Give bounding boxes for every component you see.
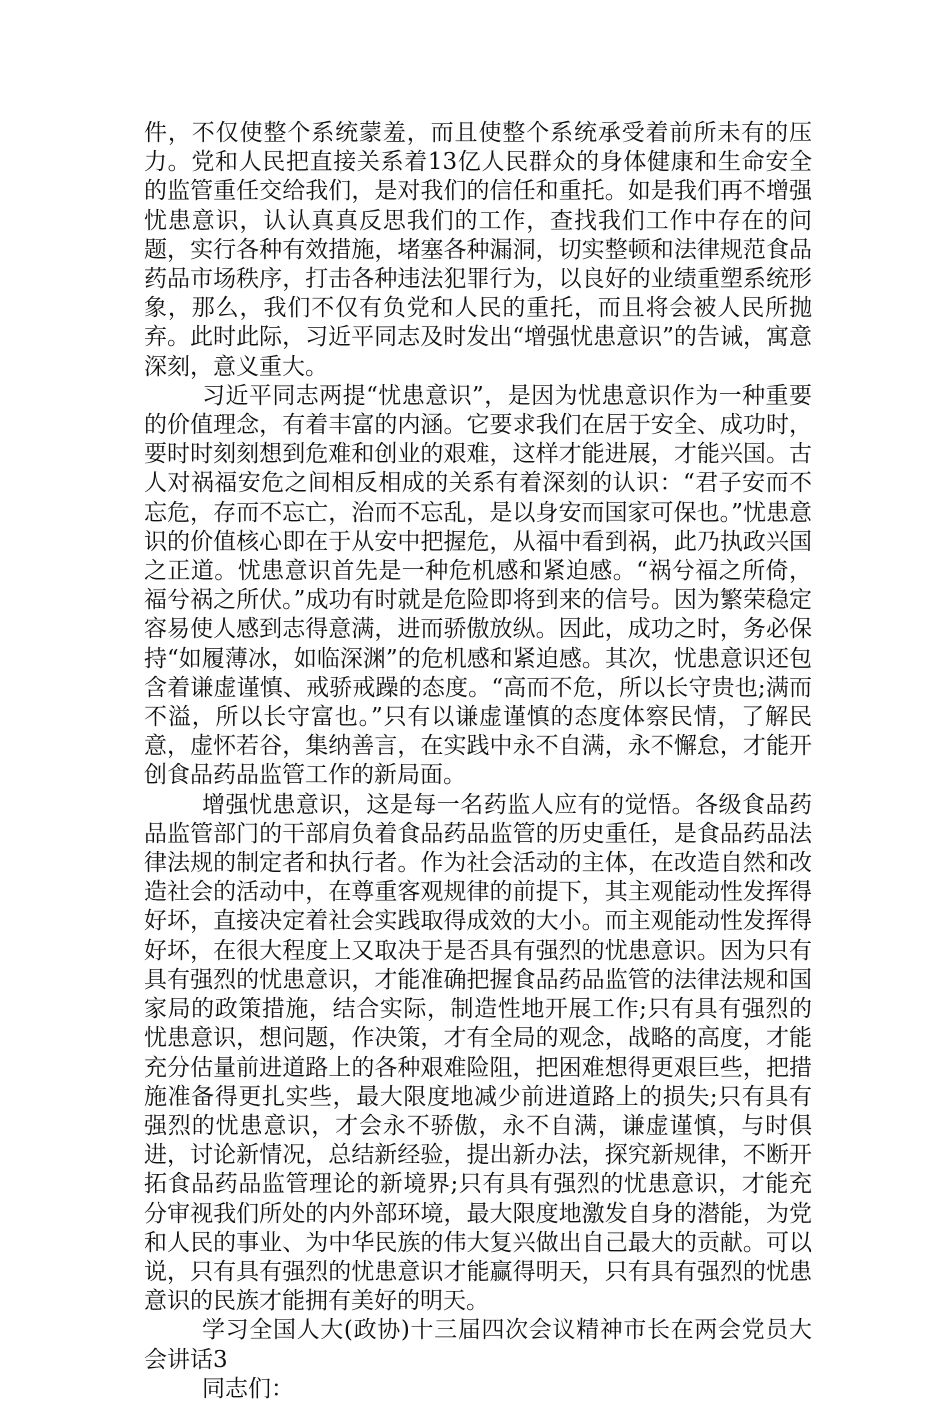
paragraph-continuation: 件，不仅使整个系统蒙羞，而且使整个系统承受着前所未有的压力。党和人民把直接关系着13亿人民群众的身体健康和生命安全的监管重任交给我们，是对我们的信任和重托。如是我们再不增强忧患意识，认认真真反思我们的工作，查找我们工作中存在的问题，实行各种有效措施，堵塞各种漏洞，切实整顿和法律规范食品药品市场秩序，打击各种违法犯罪行为，以良好的业绩重塑系统形象，那么，我们不仅有负党和人民的重托，而且将会被人民所抛弃。此时此际，习近平同志及时发出“增强忧患意识”的告诫，寓意深刻，意义重大。 bbox=[144, 120, 812, 380]
section-heading: 学习全国人大(政协)十三届四次会议精神市长在两会党员大会讲话3 bbox=[144, 1317, 812, 1373]
document-body bbox=[144, 119, 812, 1404]
salutation: 同志们： bbox=[202, 1375, 294, 1402]
paragraph-strengthen-awareness: 增强忧患意识，这是每一名药监人应有的觉悟。各级食品药品监管部门的干部肩负着食品药品监管的历史重任，是食品药品法律法规的制定者和执行者。作为社会活动的主体，在改造自然和改造社会的活动中，在尊重客观规律的前提下，其主观能动性发挥得好坏，直接决定着社会实践取得成效的大小。而主观能动性发挥得好坏，在很大程度上又取决于是否具有强烈的忧患意识。因为只有具有强烈的忧患意识，才能准确把握食品药品监管的法律法规和国家局的政策措施，结合实际，制造性地开展工作;只有具有强烈的忧患意识，想问题，作决策，才有全局的观念，战略的高度，才能充分估量前进道路上的各种艰难险阻，把困难想得更艰巨些，把措施准备得更扎实些，最大限度地减少前进道路上的损失;只有具有强烈的忧患意识，才会永不骄傲，永不自满，谦虚谨慎，与时俱进，讨论新情况，总结新经验，提出新办法，探究新规律，不断开拓食品药品监管理论的新境界;只有具有强烈的忧患意识，才能充分审视我们所处的内外部环境，最大限度地激发自身的潜能，为党和人民的事业、为中华民族的伟大复兴做出自己最大的贡献。可以说，只有具有强烈的忧患意识才能赢得明天，只有具有强烈的忧患意识的民族才能拥有美好的明天。 bbox=[144, 791, 812, 1315]
paragraph-worry-consciousness-meaning: 习近平同志两提“忧患意识”，是因为忧患意识作为一种重要的价值理念，有着丰富的内涵。它要求我们在居于安全、成功时，要时时刻刻想到危难和创业的艰难，这样才能进展，才能兴国。古人对祸福安危之间相反相成的关系有着深刻的认识：“君子安而不忘危，存而不忘亡，治而不忘乱，是以身安而国家可保也。”忧患意识的价值核心即在于从安中把握危，从福中看到祸，此乃执政兴国之正道。忧患意识首先是一种危机感和紧迫感。“祸兮福之所倚，福兮祸之所伏。”成功有时就是危险即将到来的信号。因为繁荣稳定容易使人感到志得意满，进而骄傲放纵。因此，成功之时，务必保持“如履薄冰，如临深渊”的危机感和紧迫感。其次，忧患意识还包含着谦虚谨慎、戒骄戒躁的态度。“高而不危，所以长守贵也;满而不溢，所以长守富也。”只有以谦虚谨慎的态度体察民情，了解民意，虚怀若谷，集纳善言，在实践中永不自满，永不懈怠，才能开创食品药品监管工作的新局面。 bbox=[144, 382, 812, 789]
